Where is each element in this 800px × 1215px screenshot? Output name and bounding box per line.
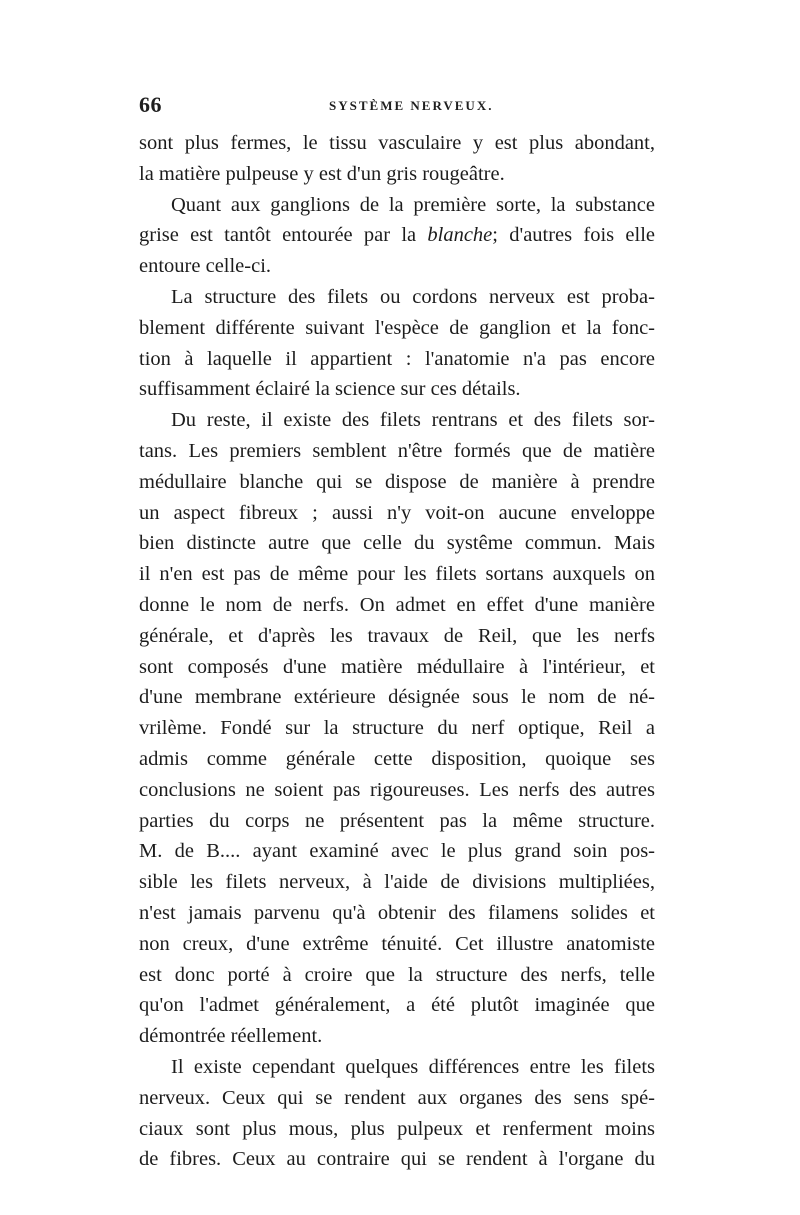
text-line: suffisamment éclairé la science sur ces détails. xyxy=(139,378,521,401)
text-line: Il existe cependant quelques différences entre les filets xyxy=(171,1055,655,1078)
text-line: ciaux sont plus mous, plus pulpeux et renferment moins xyxy=(139,1117,655,1140)
text-line: nerveux. Ceux qui se rendent aux organes des sens spé- xyxy=(139,1086,655,1109)
text-line: sible les filets nerveux, à l'aide de divisions multipliées, xyxy=(139,871,655,894)
running-head: SYSTÈME NERVEUX. xyxy=(329,98,494,113)
text-line: sont composés d'une matière médullaire à l'intérieur, et xyxy=(139,655,655,678)
text-line: n'est jamais parvenu qu'à obtenir des filamens solides et xyxy=(139,901,655,924)
text-line: sont plus fermes, le tissu vasculaire y est plus abondant, xyxy=(139,132,655,154)
text-line xyxy=(139,220,655,251)
text-line: tion à laquelle il appartient : l'anatomie n'a pas encore xyxy=(139,347,655,370)
text-line: générale, et d'après les travaux de Reil, que les nerfs xyxy=(139,624,655,647)
text-line: il n'en est pas de même pour les filets sortans auxquels on xyxy=(139,563,655,586)
text-line: M. de B.... ayant examiné avec le plus grand soin pos- xyxy=(139,840,655,863)
text-line: un aspect fibreux ; aussi n'y voit-on aucune enveloppe xyxy=(139,501,655,524)
text-line: conclusions ne soient pas rigoureuses. Les nerfs des autres xyxy=(139,778,655,801)
text-line: démontrée réellement. xyxy=(139,1025,323,1048)
page-number: 66 xyxy=(139,92,162,117)
text-line: Du reste, il existe des filets rentrans et des filets sor- xyxy=(171,409,655,432)
text-line: entoure celle-ci. xyxy=(139,255,272,278)
italic-word: blanche xyxy=(427,224,493,247)
text-line: La structure des filets ou cordons nerveux est proba- xyxy=(171,285,655,308)
text-line: bien distincte autre que celle du systême commun. Mais xyxy=(139,532,655,555)
text-line: d'une membrane extérieure désignée sous le nom de né- xyxy=(139,686,655,709)
text-line: la matière pulpeuse y est d'un gris rougeâtre. xyxy=(139,162,505,185)
text-line: non creux, d'une extrême ténuité. Cet illustre anatomiste xyxy=(139,932,655,955)
text-line: Quant aux ganglions de la première sorte, la substance xyxy=(171,193,655,216)
text-line: médullaire blanche qui se dispose de manière à prendre xyxy=(139,470,655,493)
text-line: de fibres. Ceux au contraire qui se rendent à l'organe du xyxy=(139,1148,655,1171)
text-fragment: grise est tantôt entourée par la xyxy=(139,224,428,247)
text-line: tans. Les premiers semblent n'être formés que de matière xyxy=(139,439,655,462)
text-line: blement différente suivant l'espèce de ganglion et la fonc- xyxy=(139,316,655,339)
text-line: est donc porté à croire que la structure des nerfs, telle xyxy=(139,963,655,986)
text-line: donne le nom de nerfs. On admet en effet d'une manière xyxy=(139,593,655,616)
text-fragment: ; d'autres fois elle xyxy=(492,224,655,247)
text-line: qu'on l'admet généralement, a été plutôt imaginée que xyxy=(139,994,655,1017)
body-text xyxy=(139,128,655,1175)
text-line: parties du corps ne présentent pas la même structure. xyxy=(139,809,655,832)
text-line: admis comme générale cette disposition, quoique ses xyxy=(139,747,655,770)
text-line: vrilème. Fondé sur la structure du nerf optique, Reil a xyxy=(139,717,655,740)
page-header xyxy=(139,92,659,122)
